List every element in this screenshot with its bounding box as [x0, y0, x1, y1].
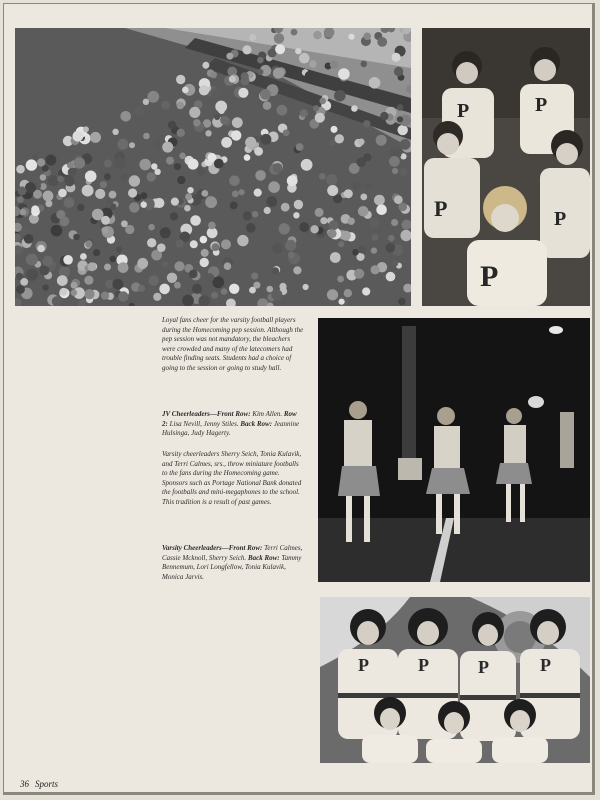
sweater-letter: P [478, 657, 489, 677]
varsity-cheerleaders-photo [320, 597, 590, 763]
section-name: Sports [35, 779, 59, 789]
jv-back-row-label: Back Row: [240, 419, 273, 428]
varsity-back-row-names: Tammy Bennemum, Lori Longfellow, Tonia Kulavik, Monica Jarvis. [162, 553, 302, 581]
sweater-letter: P [358, 655, 369, 675]
crowd-photo [15, 28, 411, 306]
jv-row2-names: Lisa Nevill, Jenny Stiles. [167, 419, 241, 428]
sweater-letter: P [554, 208, 567, 230]
varsity-front-row-label: Varsity Cheerleaders—Front Row: [162, 544, 263, 552]
sweater-letter: P [434, 196, 448, 221]
sweater-letter: P [457, 100, 470, 122]
jv-back-row-names: Jeannine Hulsinga, Judy Hagerty. [162, 419, 300, 438]
jv-row2-label: Row 2: [162, 410, 297, 428]
sweater-letter: P [540, 655, 551, 675]
page-footer [20, 779, 64, 789]
sweater-letter: P [418, 655, 429, 675]
jv-cheerleaders-photo [422, 28, 590, 306]
page-number: 36 [20, 779, 29, 789]
varsity-front-row-names: Terri Calmes, Cassie Mcknoll, Sherry Seich. [162, 544, 303, 562]
varsity-back-row-label: Back Row: [247, 553, 280, 562]
varsity-action-caption: Varsity cheerleaders Sherry Seich, Tonia Kulavik, and Terri Calmes, srs., throw miniature footballs to the fans during the Homecoming game. Sponsors such as Portage National Bank donated the footballs and mini-megaphones to the school. This tradition is a result of past games. [162, 450, 302, 506]
sweater-letter: P [535, 94, 548, 116]
yearbook-page [3, 3, 595, 795]
jv-front-row-label: JV Cheerleaders—Front Row: [162, 410, 251, 418]
jv-roster-caption [162, 410, 304, 439]
varsity-roster-caption [162, 544, 304, 582]
football-game-photo [318, 318, 590, 582]
crowd-caption: Loyal fans cheer for the varsity football players during the Homecoming pep session. Although the pep session was not mandatory, the bleachers were crowded and many of the latecomers had trouble finding seats. Students had a choice of going to the session or going to study hall. [162, 316, 304, 372]
jv-front-row-names: Kim Allen. [250, 410, 284, 418]
sweater-letter: P [480, 260, 499, 293]
